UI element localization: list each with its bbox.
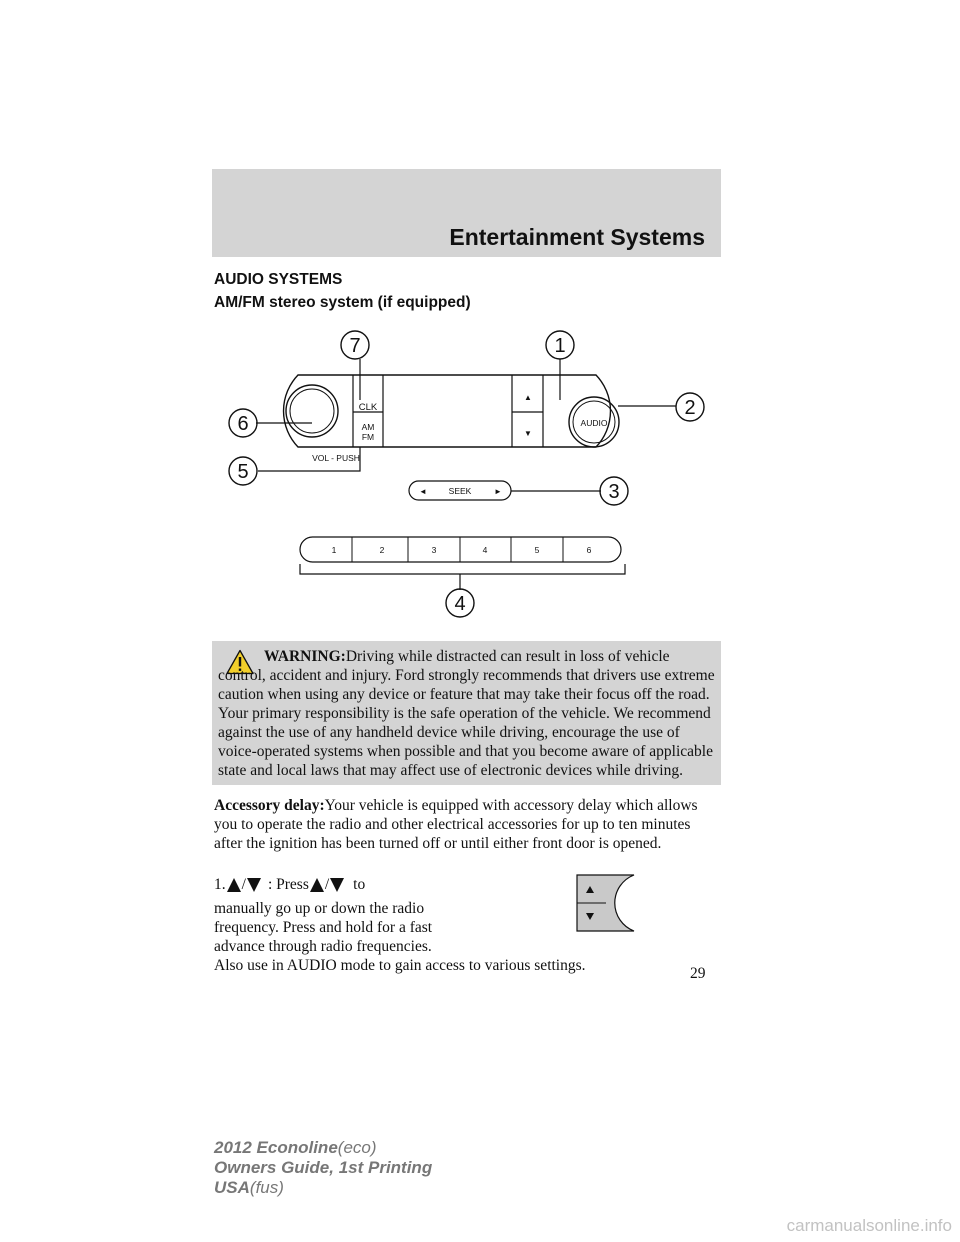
radio-diagram [212,320,721,620]
callout-6: 6 [237,413,249,435]
callout-5: 5 [237,461,249,483]
item-1-body [214,899,719,975]
item-1-text: manually go up or down the radio frequency. Press and hold for a fast advance through radio frequencies. [214,900,433,955]
callout-3: 3 [608,481,620,503]
seek-left-icon: ◄ [419,487,427,496]
chapter-title: Entertainment Systems [449,224,705,250]
preset-5: 5 [534,545,540,555]
press-text: : Press [267,876,309,893]
up-arrow-icon: ▲ [524,393,532,402]
footer [214,1138,432,1198]
callout-2: 2 [684,397,696,419]
footer-market: USA [214,1178,250,1197]
down-arrow-icon [246,877,262,893]
slash-text: / [324,876,330,893]
preset-1: 1 [331,545,337,555]
seek-right-icon: ► [494,487,502,496]
preset-6: 6 [586,545,592,555]
accessory-delay-label: Accessory delay: [214,797,325,814]
down-arrow-icon [329,877,345,893]
up-arrow-icon [226,877,242,893]
item-1-number: 1. [214,876,226,893]
am-label: AM [361,422,375,432]
tune-buttons-diagram [576,873,638,933]
down-arrow-icon: ▼ [524,429,532,438]
section-title: AUDIO SYSTEMS [214,271,343,288]
warning-paragraph [218,647,718,780]
section-subtitle: AM/FM stereo system (if equipped) [214,294,471,311]
accessory-delay-paragraph [214,796,719,853]
item-1-heading [214,875,365,894]
up-arrow-icon [309,877,325,893]
callout-1: 1 [554,335,566,357]
warning-text: Driving while distracted can result in loss of vehicle control, accident and injury. Ford strongly recommends that drivers use extreme caution when using any device or feature that may take their focus off the road. Your primary responsibility is the safe operation of the vehicle. We recommend against the use of any handheld device while driving, encourage the use of voice-operated systems when possible and that you become aware of applicable state and local laws that may affect use of electronic devices while driving. [218,648,715,779]
item-1-text-2: Also use in AUDIO mode to gain access to various settings. [214,957,586,974]
accessory-delay-text: Your vehicle is equipped with accessory delay which allows you to operate the radio and other electrical accessories for up to ten minutes after the ignition has been turned off or until either front door is opened. [214,797,698,852]
footer-market-code: (fus) [249,1178,284,1197]
clk-label: CLK [358,402,378,413]
vol-push-label: VOL - PUSH [312,453,360,463]
footer-guide: Owners Guide, 1st Printing [214,1158,433,1177]
fm-label: FM [361,432,375,442]
seek-label: SEEK [448,486,472,496]
audio-label: AUDIO [580,418,608,428]
slash-text: / [241,876,246,893]
watermark: carmanualsonline.info [786,1216,952,1235]
callout-4: 4 [454,593,466,615]
section-header-band [212,169,721,257]
preset-3: 3 [431,545,437,555]
to-text: to [353,876,366,893]
callout-7: 7 [349,335,361,357]
warning-box [212,641,721,785]
footer-model-code: (eco) [337,1138,377,1157]
warning-label: WARNING: [264,648,346,665]
page-number: 29 [690,965,706,982]
preset-4: 4 [482,545,488,555]
footer-model: 2012 Econoline [214,1138,338,1157]
preset-2: 2 [379,545,385,555]
